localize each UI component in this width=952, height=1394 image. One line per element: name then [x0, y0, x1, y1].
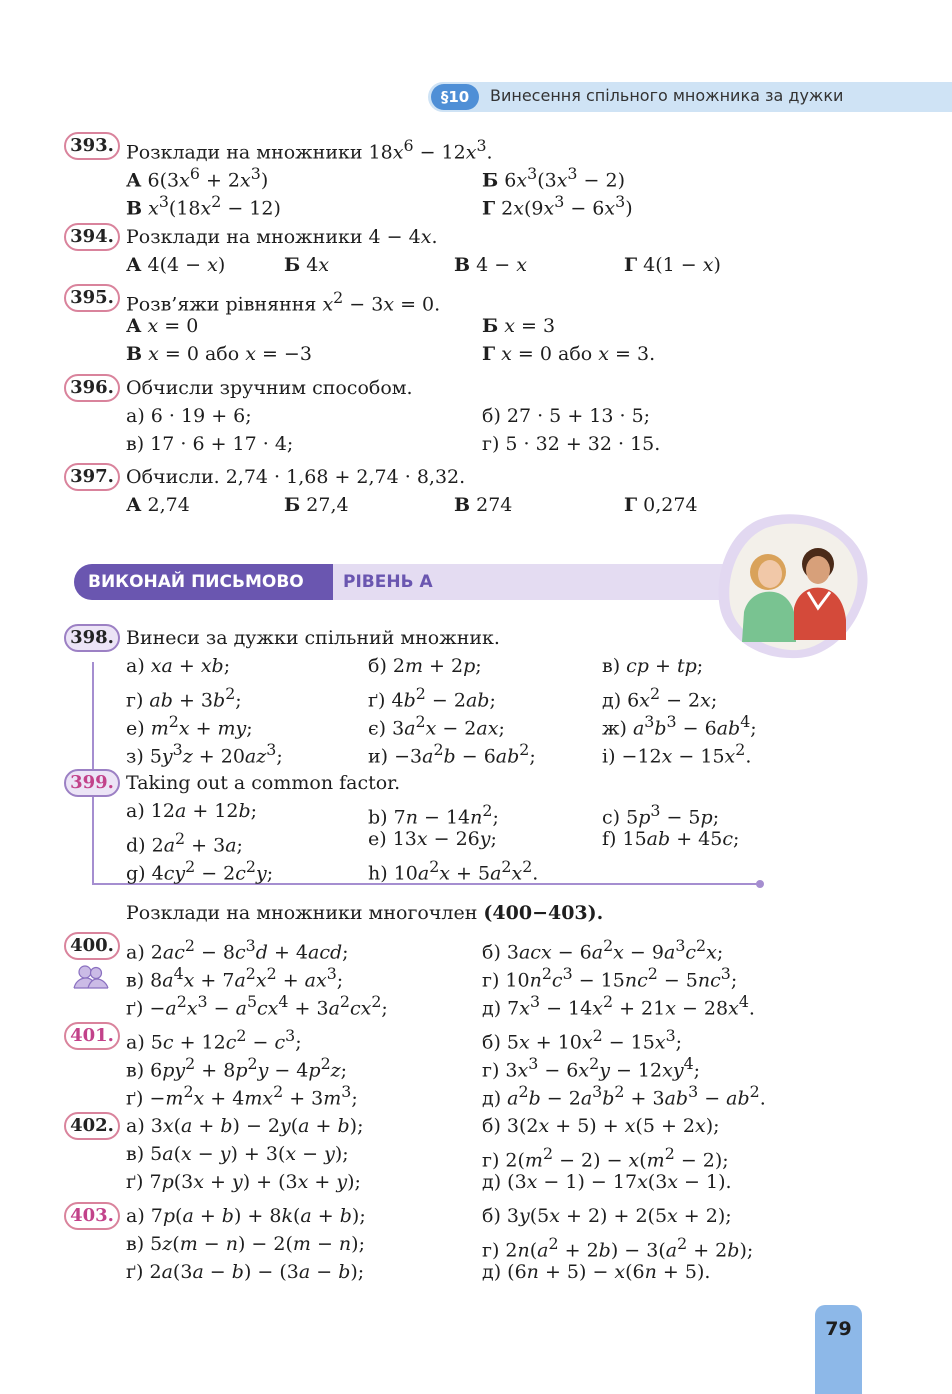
task-403-v: в) 5z(m − n) − 2(m − n);	[126, 1233, 365, 1255]
task-401-a: а) $5c + 12c^2 - c^3$;	[126, 1026, 302, 1054]
task-number-395: 395.	[64, 284, 120, 312]
task-393-option-g: Г $2x(9x^3 - 6x^3)$	[482, 192, 633, 220]
task-403-g: г) $2n(a^2 + 2b) - 3(a^2 + 2b)$;	[482, 1234, 754, 1262]
task-398-y: $и) -3a^2b - 6ab^2$;	[368, 740, 536, 768]
task-393-option-v: В $x^3(18x^2 - 12)$	[126, 192, 281, 220]
task-400-g: г) $10n^2c^3 - 15nc^2 - 5nc^3$;	[482, 964, 738, 992]
task-401-d: д) $a^2b - 2a^3b^2 + 3ab^3 - ab^2$.	[482, 1082, 766, 1110]
task-396-g: г) 5 · 32 + 32 · 15.	[482, 433, 661, 455]
task-399-b: b) $7n - 14n^2$;	[368, 801, 499, 829]
task-402-g: г) $2(m^2 - 2) - x(m^2 - 2)$;	[482, 1144, 729, 1172]
section-badge: §10	[431, 84, 479, 110]
task-396-b: б) 27 · 5 + 13 · 5;	[482, 405, 651, 427]
banner-level: РІВЕНЬ А	[343, 572, 433, 592]
task-402-b: б) 3(2x + 5) + x(5 + 2x);	[482, 1115, 720, 1137]
task-397-option-v: В 274	[454, 494, 513, 516]
task-number-400: 400.	[64, 932, 120, 960]
task-number-398: 398.	[64, 624, 120, 652]
task-397-option-a: А 2,74	[126, 494, 190, 516]
task-395-option-v: В x = 0 або x = −3	[126, 343, 312, 365]
task-394-option-b: Б 4x	[284, 254, 330, 276]
task-number-403: 403.	[64, 1202, 120, 1230]
task-394-prompt: Розклади на множники 4 − 4x.	[126, 226, 438, 248]
task-395-option-b: Б x = 3	[482, 315, 556, 337]
task-394-option-g: Г 4(1 − x)	[624, 254, 721, 276]
task-number-402: 402.	[64, 1112, 120, 1140]
task-398-e: е) $m^2x$ + my;	[126, 712, 253, 740]
task-399-g: g) $4cy^2 - 2c^2y$;	[126, 857, 274, 885]
task-395-option-g: Г x = 0 або x = 3.	[482, 343, 656, 365]
bracket-dot	[756, 880, 764, 888]
task-401-b: б) $5x + 10x^2 - 15x^3$;	[482, 1026, 683, 1054]
task-400-v: в) $8a^4x + 7a^2x^2 + ax^3$;	[126, 964, 344, 992]
task-number-396: 396.	[64, 374, 120, 402]
task-395-prompt: Розв’яжи рівняння $x^2 - 3x = 0$.	[126, 288, 441, 316]
task-402-gg: ґ) 7p(3x + y) + (3x + y);	[126, 1171, 361, 1193]
task-393-option-a: А $6(3x^6 + 2x^3)$	[126, 164, 269, 192]
task-394-option-a: А 4(4 − x)	[126, 254, 226, 276]
task-number-397: 397.	[64, 463, 120, 491]
task-number-401: 401.	[64, 1022, 120, 1050]
task-400-gg: $ґ) -a^2x^3 - a^5cx^4 + 3a^2cx^2$;	[126, 992, 388, 1020]
task-398-gg: ґ) $4b^2 - 2ab$;	[368, 684, 496, 712]
task-399-h: h) $10a^2x + 5a^2x^2$.	[368, 857, 539, 885]
task-399-prompt: Taking out a common factor.	[126, 772, 401, 794]
task-398-prompt: Винеси за дужки спільний множник.	[126, 627, 500, 649]
task-398-ye: є) $3a^2x - 2ax$;	[368, 712, 505, 740]
task-394-option-v: В 4 − x	[454, 254, 527, 276]
task-399-c: c) $5p^3 - 5p$;	[602, 801, 720, 829]
page-number: 79	[825, 1318, 852, 1340]
task-403-d: д) (6n + 5) − x(6n + 5).	[482, 1261, 711, 1283]
task-400-d: д) $7x^3 - 14x^2 + 21x - 28x^4$.	[482, 992, 755, 1020]
task-399-e: e) 13x − 26y;	[368, 828, 497, 850]
group-400-403-intro: Розклади на множники многочлен (400−403).	[126, 902, 604, 924]
task-398-zh: ж) $a^3b^3 - 6ab^4$;	[602, 712, 757, 740]
task-397-prompt: Обчисли. 2,74 · 1,68 + 2,74 · 8,32.	[126, 466, 466, 488]
task-396-v: в) 17 · 6 + 17 · 4;	[126, 433, 294, 455]
section-title: Винесення спільного множника за дужки	[490, 86, 844, 105]
task-396-a: а) 6 · 19 + 6;	[126, 405, 252, 427]
task-number-394: 394.	[64, 223, 120, 251]
task-393-option-b: Б $6x^3(3x^3 - 2)$	[482, 164, 625, 192]
group-work-icon	[72, 964, 110, 990]
task-398-i: $і) -12x - 15x^2$.	[602, 740, 752, 768]
task-402-v: в) 5a(x − y) + 3(x − y);	[126, 1143, 349, 1165]
task-399-f: f) 15ab + 45c;	[602, 828, 740, 850]
task-number-399: 399.	[64, 769, 120, 797]
task-401-gg: $ґ) -m^2x + 4mx^2 + 3m^3$;	[126, 1082, 358, 1110]
task-395-option-a: А x = 0	[126, 315, 199, 337]
task-number-393: 393.	[64, 132, 120, 160]
task-401-v: в) $6py^2 + 8p^2y - 4p^2z$;	[126, 1054, 348, 1082]
task-398-b: б) 2m + 2p;	[368, 655, 482, 677]
task-403-b: б) 3y(5x + 2) + 2(5x + 2);	[482, 1205, 732, 1227]
task-403-a: а) 7p(a + b) + 8k(a + b);	[126, 1205, 366, 1227]
task-398-v: в) cp + tp;	[602, 655, 704, 677]
task-400-b: б) $3acx - 6a^2x - 9a^3c^2x$;	[482, 936, 724, 964]
task-397-option-g: Г 0,274	[624, 494, 698, 516]
students-photo	[718, 512, 870, 662]
task-398-g: г) ab + $3b^2$;	[126, 684, 242, 712]
task-398-z: з) $5y^3z + 20az^3$;	[126, 740, 283, 768]
task-401-g: г) $3x^3 - 6x^2y - 12xy^4$;	[482, 1054, 701, 1082]
task-403-gg: ґ) 2a(3a − b) − (3a − b);	[126, 1261, 365, 1283]
task-393-prompt: Розклади на множники $18x^6 - 12x^3$.	[126, 136, 493, 164]
task-402-a: а) 3x(a + b) − 2y(a + b);	[126, 1115, 364, 1137]
task-396-prompt: Обчисли зручним способом.	[126, 377, 413, 399]
banner-title: ВИКОНАЙ ПИСЬМОВО	[74, 564, 333, 600]
task-399-d: d) $2a^2 + 3a$;	[126, 829, 243, 857]
task-399-a: a) 12a + 12b;	[126, 800, 258, 822]
task-397-option-b: Б 27,4	[284, 494, 349, 516]
task-398-a: а) xa + xb;	[126, 655, 231, 677]
task-398-d: д) $6x^2 - 2x$;	[602, 684, 718, 712]
task-402-d: д) (3x − 1) − 17x(3x − 1).	[482, 1171, 732, 1193]
task-400-a: а) $2ac^2 - 8c^3d + 4acd$;	[126, 936, 349, 964]
